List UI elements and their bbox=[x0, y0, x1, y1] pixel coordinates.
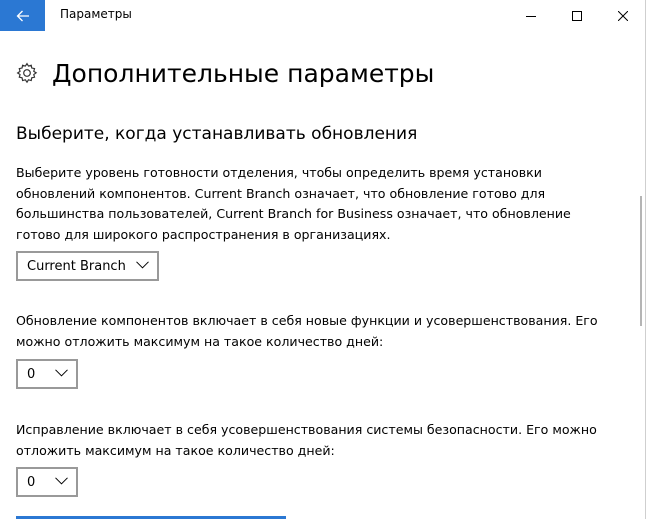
title-bar bbox=[0, 0, 646, 31]
gear-icon bbox=[16, 62, 38, 84]
feature-update-description: Обновление компонентов включает в себя новые функции и усовершенствования. Его можно отложить максимум на такое количество дней: bbox=[16, 313, 598, 349]
page-title: Дополнительные параметры bbox=[52, 58, 435, 88]
branch-readiness-dropdown[interactable] bbox=[16, 251, 159, 281]
chevron-down-icon bbox=[55, 369, 68, 377]
window-title: Параметры bbox=[60, 7, 132, 21]
branch-readiness-value: Current Branch bbox=[27, 258, 126, 274]
vertical-scrollbar[interactable] bbox=[640, 196, 642, 326]
maximize-icon bbox=[572, 11, 582, 21]
maximize-button[interactable] bbox=[554, 0, 600, 31]
chevron-down-icon bbox=[136, 261, 149, 269]
feature-update-defer-dropdown[interactable] bbox=[16, 359, 78, 389]
close-icon bbox=[618, 11, 628, 21]
chevron-down-icon bbox=[55, 477, 68, 485]
page-header bbox=[16, 57, 434, 89]
quality-update-defer-value: 0 bbox=[27, 474, 36, 490]
back-button[interactable] bbox=[0, 0, 45, 31]
feature-update-defer-value: 0 bbox=[27, 366, 36, 382]
quality-update-description: Исправление включает в себя усовершенствования системы безопасности. Его можно отложить максимум на такое количество дней: bbox=[16, 422, 597, 458]
minimize-icon bbox=[526, 11, 536, 21]
minimize-button[interactable] bbox=[508, 0, 554, 31]
back-arrow-icon bbox=[16, 10, 30, 22]
branch-description: Выберите уровень готовности отделения, чтобы определить время установки обновлений компонентов. Current Branch означает, что обновление готово для большинства пользователей, Current Branch for Business означает, что обновление готово для широкого распространения в организациях. bbox=[16, 165, 571, 242]
section-title: Выберите, когда устанавливать обновления bbox=[16, 124, 418, 144]
close-button[interactable] bbox=[600, 0, 646, 31]
quality-update-defer-dropdown[interactable] bbox=[16, 467, 78, 497]
